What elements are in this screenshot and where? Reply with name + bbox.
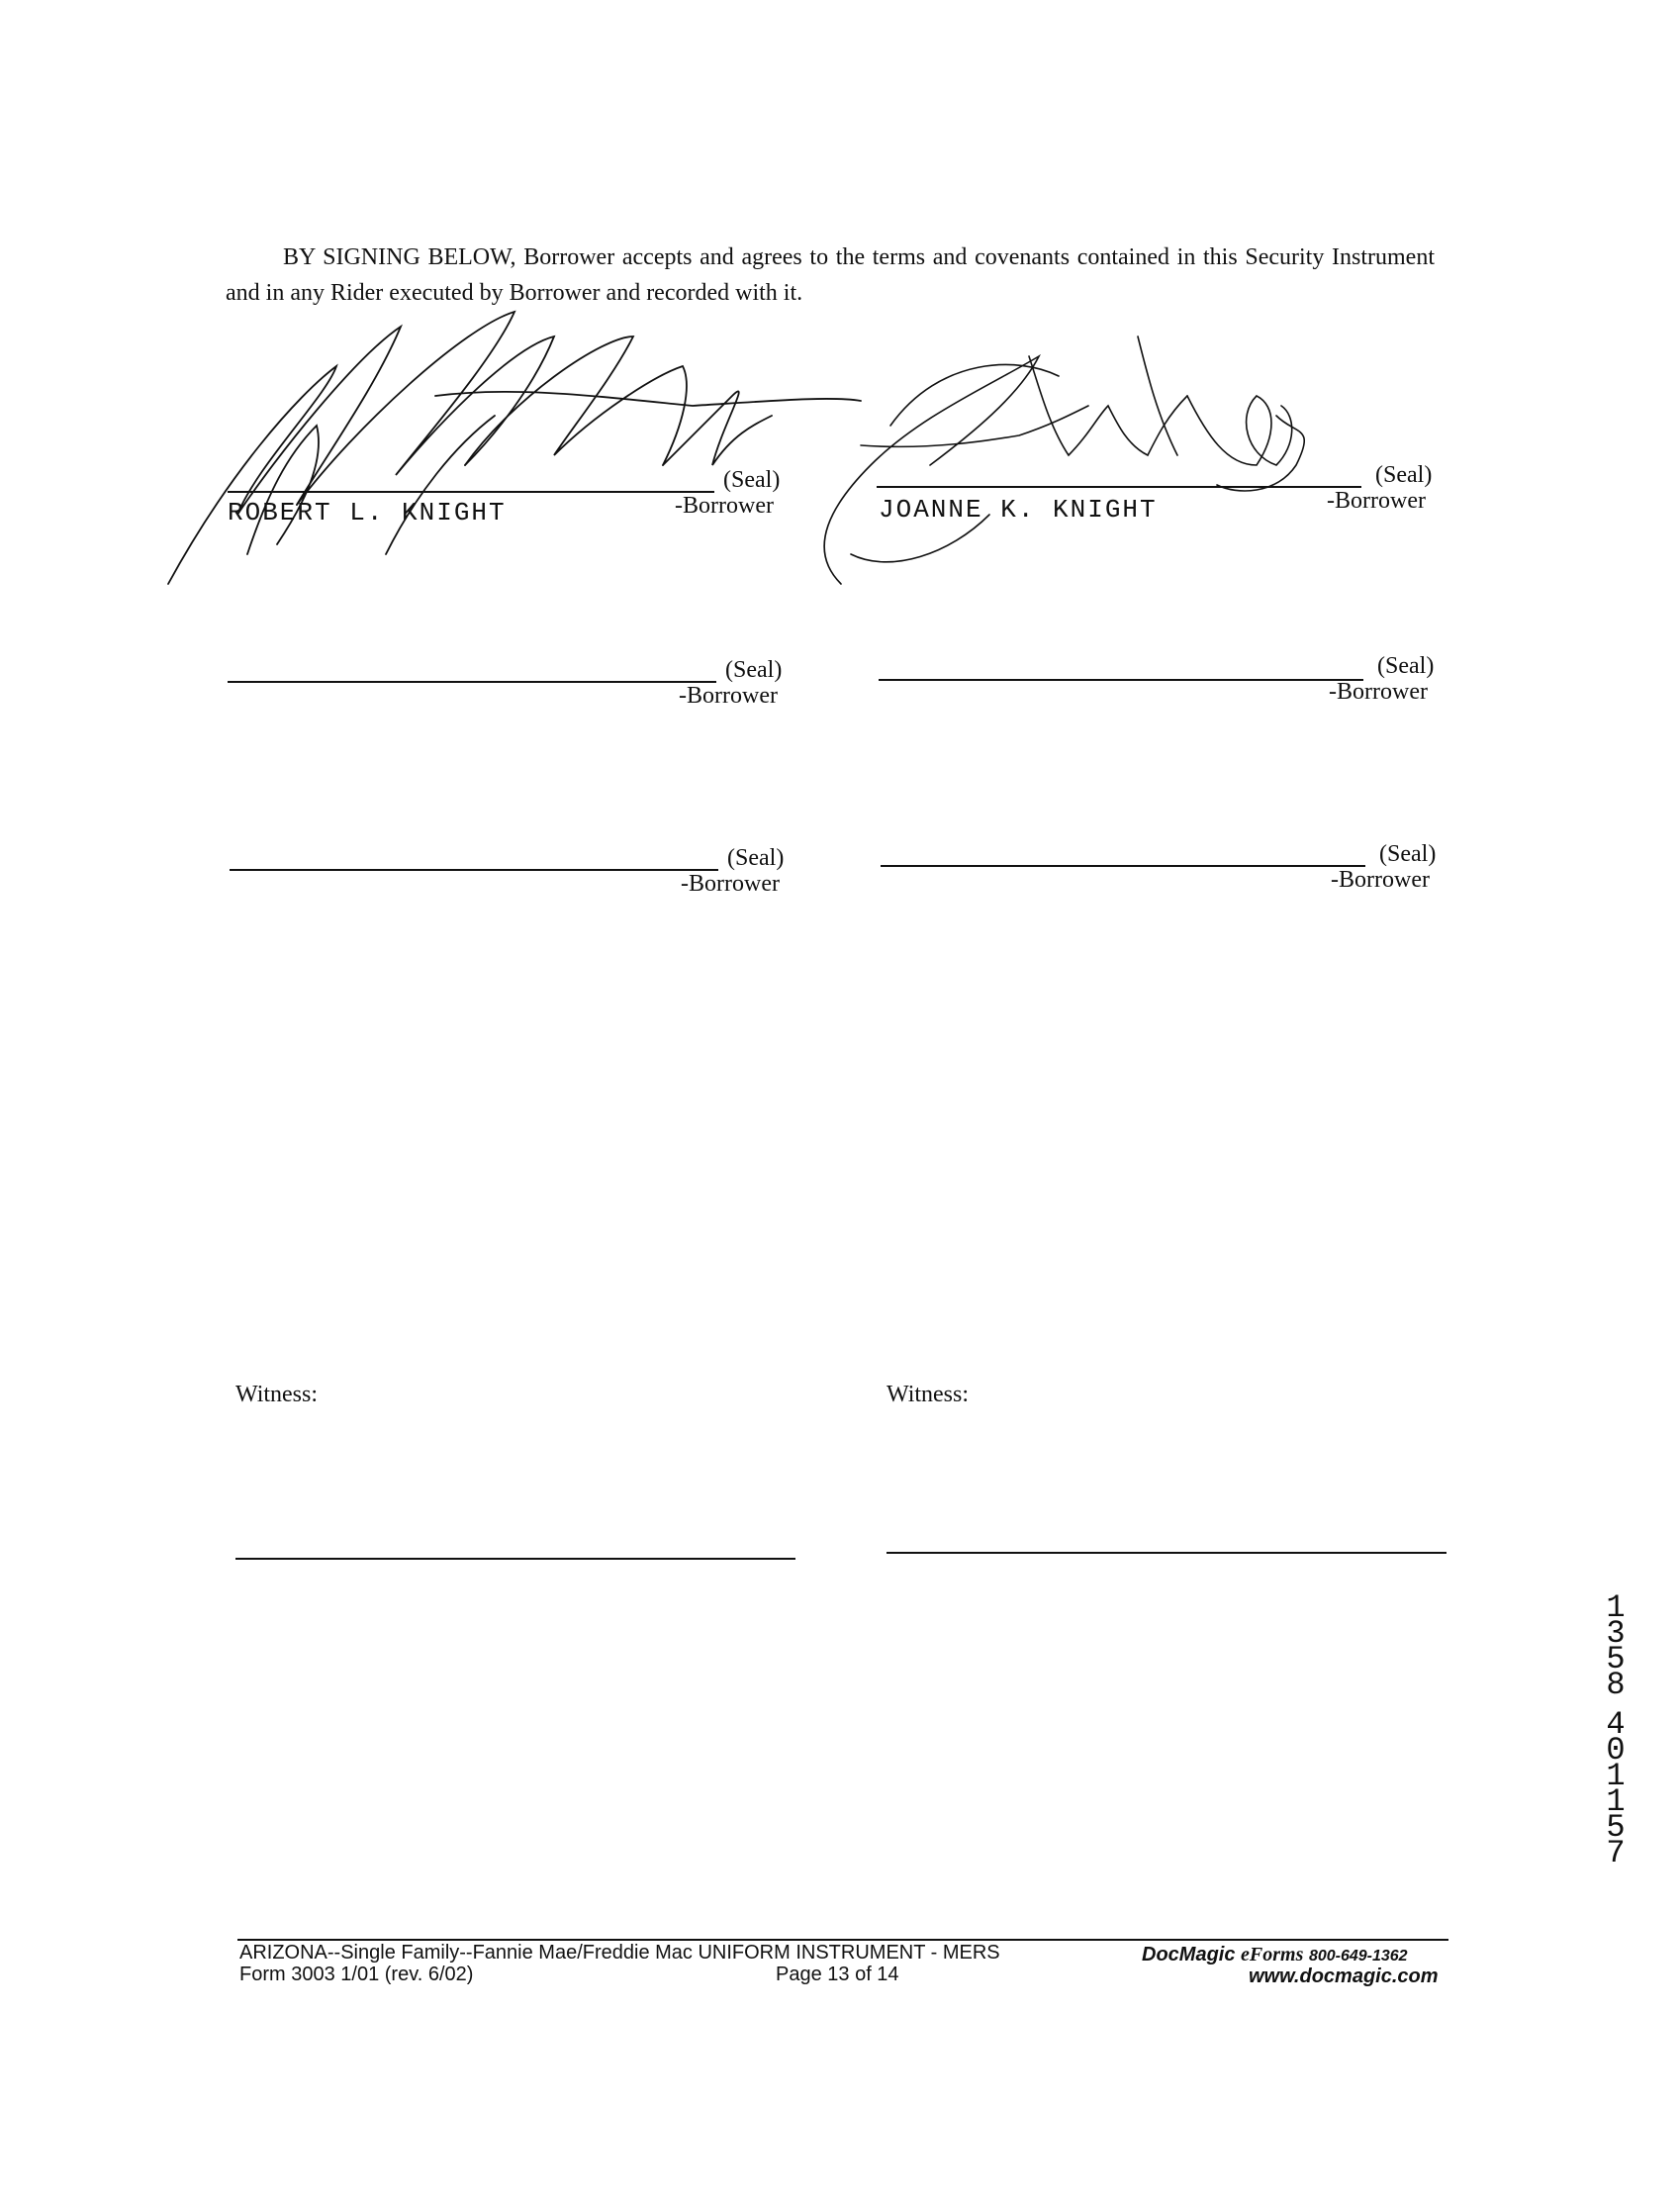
signature-robert	[168, 312, 861, 584]
borrower-role-label: -Borrower	[1331, 867, 1430, 893]
stamp-digit: 5	[1606, 1809, 1626, 1846]
seal-label: (Seal)	[723, 467, 781, 493]
seal-label: (Seal)	[727, 845, 785, 871]
borrower-role-label: -Borrower	[1327, 488, 1426, 514]
stamp-digit: 4	[1606, 1706, 1626, 1743]
seal-label: (Seal)	[725, 657, 783, 683]
signature-line-6[interactable]	[881, 865, 1365, 867]
witness-line-right[interactable]	[887, 1552, 1447, 1554]
stamp-digit: 7	[1606, 1835, 1626, 1871]
brand-phone: 800-649-1362	[1308, 1948, 1408, 1965]
borrower-role-label: -Borrower	[679, 683, 778, 709]
seal-label: (Seal)	[1375, 462, 1433, 488]
stamp-digit: 1	[1606, 1758, 1626, 1794]
footer-divider	[237, 1939, 1448, 1941]
borrower-name-robert: ROBERT L. KNIGHT	[228, 498, 507, 527]
brand-name: DocMagic	[1142, 1944, 1236, 1965]
witness-label-left: Witness:	[235, 1382, 319, 1407]
signature-line-3[interactable]	[228, 681, 716, 683]
borrower-role-label: -Borrower	[681, 871, 780, 897]
signing-statement	[226, 240, 1435, 311]
stamp-digit: 1	[1606, 1783, 1626, 1820]
stamp-digit: 8	[1606, 1667, 1626, 1703]
signing-statement-text: BY SIGNING BELOW, Borrower accepts and agrees to the terms and covenants contained in this Security Instrument and in any Rider executed by Borrower and recorded with it.	[226, 244, 1435, 306]
seal-label: (Seal)	[1377, 653, 1435, 679]
signature-joanne	[824, 336, 1304, 584]
witness-line-left[interactable]	[235, 1558, 795, 1560]
website-link[interactable]: www.docmagic.com	[1249, 1965, 1439, 1987]
page-number: Page 13 of 14	[776, 1964, 899, 1985]
borrower-role-label: -Borrower	[675, 493, 774, 519]
form-number: Form 3003 1/01 (rev. 6/02)	[239, 1964, 474, 1985]
signature-line-1[interactable]	[228, 491, 714, 493]
form-title: ARIZONA--Single Family--Fannie Mae/Freddie Mac UNIFORM INSTRUMENT - MERS	[239, 1942, 1000, 1964]
borrower-role-label: -Borrower	[1329, 679, 1428, 705]
stamp-digit: 5	[1606, 1641, 1626, 1678]
stamp-digit: 0	[1606, 1732, 1626, 1769]
seal-label: (Seal)	[1379, 841, 1437, 867]
stamp-digit: 3	[1606, 1615, 1626, 1652]
witness-label-right: Witness:	[887, 1382, 970, 1407]
signature-line-2[interactable]	[877, 486, 1361, 488]
signature-line-5[interactable]	[230, 869, 718, 871]
borrower-name-joanne: JOANNE K. KNIGHT	[879, 495, 1158, 525]
recording-number-stamp	[1601, 1589, 1631, 1871]
signature-line-4[interactable]	[879, 679, 1363, 681]
stamp-digit: 1	[1606, 1589, 1626, 1626]
docmagic-logo	[1142, 1944, 1408, 1966]
brand-script: eForms	[1241, 1944, 1304, 1965]
